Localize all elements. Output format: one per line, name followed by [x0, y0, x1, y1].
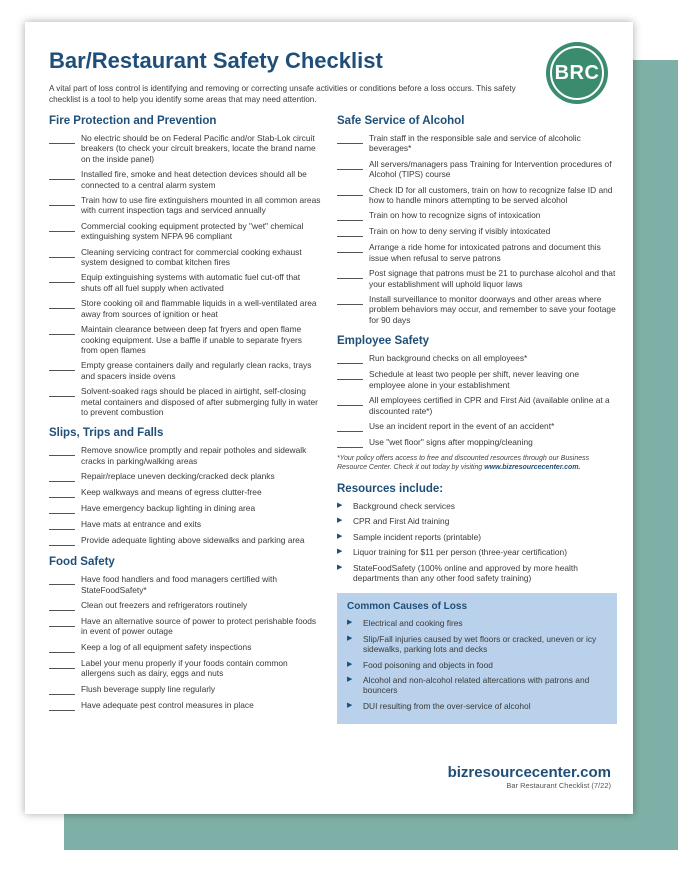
- triangle-bullet-icon: ▶: [337, 501, 343, 509]
- footnote-link[interactable]: www.bizresourcecenter.com.: [484, 464, 581, 472]
- checklist-item: [49, 616, 321, 637]
- item-text: Use "wet floor" signs after mopping/cleaning: [369, 436, 533, 447]
- check-blank[interactable]: [337, 228, 363, 237]
- causes-list: [347, 618, 607, 711]
- triangle-bullet-icon: ▶: [337, 548, 343, 556]
- check-blank[interactable]: [49, 602, 75, 611]
- bullet-item: [337, 563, 617, 584]
- checklist-item: [337, 421, 617, 432]
- item-text: CPR and First Aid training: [353, 516, 450, 527]
- checklist-item: [49, 658, 321, 679]
- check-blank[interactable]: [337, 270, 363, 279]
- item-text: Keep walkways and means of egress clutter-free: [81, 487, 262, 498]
- check-blank[interactable]: [49, 249, 75, 258]
- item-text: Post signage that patrons must be 21 to purchase alcohol and that your establishment will uphold liquor laws: [369, 268, 616, 289]
- checklist-item: [49, 574, 321, 595]
- checklist-item: [337, 437, 617, 448]
- item-text: Flush beverage supply line regularly: [81, 683, 216, 694]
- item-text: Arrange a ride home for intoxicated patrons and document this issue when refusal to serve patrons: [369, 242, 601, 263]
- check-blank[interactable]: [49, 362, 75, 371]
- check-blank[interactable]: [337, 371, 363, 380]
- triangle-bullet-icon: ▶: [337, 532, 343, 540]
- checklist-item: [49, 360, 321, 381]
- alcohol-heading: Safe Service of Alcohol: [337, 115, 465, 127]
- item-text: Use an incident report in the event of an accident*: [369, 420, 555, 431]
- check-blank[interactable]: [49, 618, 75, 627]
- bullet-item: [347, 618, 607, 628]
- check-blank[interactable]: [337, 355, 363, 364]
- check-blank[interactable]: [49, 388, 75, 397]
- triangle-bullet-icon: ▶: [347, 660, 353, 668]
- triangle-bullet-icon: ▶: [347, 701, 353, 709]
- item-text: All employees certified in CPR and First Aid (available online at a discounted rate*): [369, 395, 610, 416]
- footer-subtitle: Bar Restaurant Checklist (7/22): [506, 781, 611, 790]
- item-text: Check ID for all customers, train on how to recognize false ID and how to handle minors attempting to be served alcohol: [369, 184, 613, 206]
- checklist-item: [49, 503, 321, 514]
- checklist-item: [49, 247, 321, 268]
- item-text: Solvent-soaked rags should be placed in airtight, self-closing metal containers and disposed of after submerging fully in water to prevent combustion: [81, 386, 318, 417]
- checklist-item: [49, 700, 321, 711]
- check-blank[interactable]: [49, 537, 75, 546]
- check-blank[interactable]: [49, 505, 75, 514]
- resources-section: [337, 483, 617, 583]
- item-text: Train how to use fire extinguishers mounted in all common areas with current inspection tags and serviced annually: [81, 195, 321, 216]
- checklist-item: [49, 386, 321, 417]
- checklist-item: [337, 185, 617, 206]
- checklist-item: [49, 298, 321, 319]
- fire-heading: Fire Protection and Prevention: [49, 115, 217, 127]
- check-blank[interactable]: [49, 135, 75, 144]
- item-text: Have emergency backup lighting in dining area: [81, 503, 256, 514]
- checklist-item: [49, 133, 321, 164]
- checklist-item: [49, 445, 321, 466]
- item-text: Cleaning servicing contract for commercial cooking exhaust system designed to combat kitchen fires: [81, 246, 302, 268]
- item-text: DUI resulting from the over-service of alcohol: [363, 700, 531, 711]
- checklist-item: [49, 519, 321, 530]
- check-blank[interactable]: [337, 296, 363, 305]
- page-title: Bar/Restaurant Safety Checklist: [49, 48, 383, 73]
- slips-heading: Slips, Trips and Falls: [49, 427, 164, 440]
- item-text: Alcohol and non-alcohol related altercations with patrons and bouncers: [363, 674, 590, 696]
- left-column: [49, 115, 321, 716]
- check-blank[interactable]: [49, 702, 75, 711]
- item-text: Store cooking oil and flammable liquids in a well-ventilated area away from sources of ignition or heat: [81, 298, 317, 319]
- food-list: [49, 574, 321, 710]
- slips-list: [49, 445, 321, 546]
- employee-list: [337, 353, 617, 448]
- checklist-item: [337, 210, 617, 221]
- check-blank[interactable]: [337, 212, 363, 221]
- item-text: Food poisoning and objects in food: [363, 659, 493, 670]
- item-text: No electric should be on Federal Pacific and/or Stab-Lok circuit breakers (to check your circuit breakers, locate the brand name on the inside panel): [81, 133, 316, 164]
- check-blank[interactable]: [337, 161, 363, 170]
- bullet-item: [347, 701, 607, 711]
- employee-footnote: [337, 454, 617, 473]
- causes-heading: Common Causes of Loss: [347, 601, 468, 613]
- check-blank[interactable]: [49, 326, 75, 335]
- item-text: Sample incident reports (printable): [353, 531, 482, 542]
- checklist-item: [337, 369, 617, 390]
- triangle-bullet-icon: ▶: [347, 634, 353, 642]
- triangle-bullet-icon: ▶: [347, 619, 353, 627]
- check-blank[interactable]: [49, 473, 75, 482]
- check-blank[interactable]: [49, 171, 75, 180]
- check-blank[interactable]: [49, 223, 75, 232]
- footer-brand: [448, 764, 611, 790]
- bullet-item: [337, 532, 617, 542]
- item-text: Equip extinguishing systems with automatic fuel cut-off that shuts off all fuel supply when activated: [81, 272, 301, 293]
- footnote-text: *Your policy offers access to free and discounted resources through our Business Resource Center. Check it out today by visiting: [337, 454, 590, 472]
- slips-section: [49, 427, 321, 546]
- check-blank[interactable]: [337, 135, 363, 144]
- item-text: Install surveillance to monitor doorways and other areas where problem behaviors may occur, and remember to save your footage for 90 days: [369, 294, 616, 325]
- item-text: Keep a log of all equipment safety inspections: [81, 641, 252, 652]
- item-text: Provide adequate lighting above sidewalks and parking area: [81, 535, 305, 546]
- check-blank[interactable]: [49, 274, 75, 283]
- bullet-item: [347, 675, 607, 696]
- intro-paragraph: A vital part of loss control is identifying and removing or correcting unsafe activities or conditions before a loss occurs. This safety checklist is a tool to help you identify some areas that may need attention.: [49, 84, 516, 104]
- checklist-item: [49, 684, 321, 695]
- food-section: [49, 556, 321, 710]
- check-blank[interactable]: [49, 521, 75, 530]
- checklist-item: [337, 242, 617, 263]
- checklist-item: [337, 395, 617, 416]
- item-text: Installed fire, smoke and heat detection devices should all be connected to a central alarm system: [81, 169, 307, 190]
- bullet-item: [347, 634, 607, 655]
- resources-list: [337, 501, 617, 583]
- item-text: Empty grease containers daily and regularly clean racks, trays and spacers inside ovens: [81, 360, 312, 381]
- checklist-item: [49, 324, 321, 355]
- item-text: Train staff in the responsible sale and service of alcoholic beverages*: [369, 133, 581, 154]
- checklist-item: [49, 487, 321, 498]
- checklist-item: [337, 159, 617, 180]
- check-blank[interactable]: [49, 644, 75, 653]
- item-text: Slip/Fall injuries caused by wet floors or cracked, uneven or icy sidewalks, parking lots and decks: [363, 633, 597, 655]
- check-blank[interactable]: [337, 187, 363, 196]
- triangle-bullet-icon: ▶: [337, 517, 343, 525]
- bullet-item: [337, 547, 617, 557]
- check-blank[interactable]: [337, 397, 363, 406]
- item-text: Clean out freezers and refrigerators routinely: [81, 599, 248, 610]
- fire-section: [49, 115, 321, 417]
- footer-url[interactable]: bizresourcecenter.com: [447, 764, 611, 781]
- checklist-item: [49, 272, 321, 293]
- check-blank[interactable]: [49, 489, 75, 498]
- triangle-bullet-icon: ▶: [347, 675, 353, 683]
- check-blank[interactable]: [49, 576, 75, 585]
- checklist-item: [49, 169, 321, 190]
- logo-ring: [550, 46, 604, 100]
- check-blank[interactable]: [337, 423, 363, 432]
- item-text: Train on how to deny serving if visibly intoxicated: [369, 226, 551, 237]
- item-text: Remove snow/ice promptly and repair potholes and sidewalk cracks in parking/walking areas: [81, 445, 307, 466]
- bullet-item: [347, 660, 607, 670]
- checklist-item: [49, 642, 321, 653]
- causes-box: [337, 593, 617, 724]
- item-text: Have food handlers and food managers certified with StateFoodSafety*: [81, 574, 277, 595]
- check-blank[interactable]: [49, 447, 75, 456]
- item-text: Liquor training for $11 per person (three-year certification): [353, 547, 567, 558]
- checklist-item: [49, 221, 321, 242]
- alcohol-section: [337, 115, 617, 325]
- item-text: Electrical and cooking fires: [363, 618, 463, 629]
- check-blank[interactable]: [49, 197, 75, 206]
- checklist-item: [337, 268, 617, 289]
- check-blank[interactable]: [49, 660, 75, 669]
- bullet-item: [337, 516, 617, 526]
- checklist-page: [25, 22, 633, 814]
- item-text: StateFoodSafety (100% online and approved by more health departments than any other food safety training): [353, 562, 578, 583]
- resources-heading: Resources include:: [337, 482, 444, 495]
- item-text: Background check services: [353, 500, 455, 511]
- item-text: Maintain clearance between deep fat fryers and open flame cooking equipment. Use a baffle if unable to separate fryers from open flames: [81, 324, 302, 355]
- check-blank[interactable]: [49, 300, 75, 309]
- food-heading: Food Safety: [49, 556, 115, 569]
- alcohol-list: [337, 133, 617, 325]
- employee-section: [337, 335, 617, 473]
- logo-text: BRC: [554, 61, 600, 84]
- check-blank[interactable]: [49, 686, 75, 695]
- item-text: Have adequate pest control measures in place: [81, 699, 254, 710]
- item-text: Commercial cooking equipment protected by "wet" chemical extinguishing system NFPA 96 compliant: [81, 220, 304, 242]
- item-text: Schedule at least two people per shift, never leaving one employee alone in your establishment: [369, 369, 579, 390]
- item-text: Label your menu properly if your foods contain common allergens such as dairy, eggs and nuts: [81, 657, 288, 679]
- checklist-item: [49, 535, 321, 546]
- checklist-item: [337, 294, 617, 325]
- check-blank[interactable]: [337, 439, 363, 448]
- item-text: Have mats at entrance and exits: [81, 519, 202, 530]
- right-column: [337, 115, 617, 724]
- triangle-bullet-icon: ▶: [337, 563, 343, 571]
- employee-heading: Employee Safety: [337, 335, 430, 348]
- checklist-item: [49, 195, 321, 216]
- checklist-item: [337, 353, 617, 364]
- fire-list: [49, 133, 321, 417]
- check-blank[interactable]: [337, 244, 363, 253]
- item-text: Repair/replace uneven decking/cracked deck planks: [81, 471, 275, 482]
- checklist-item: [49, 471, 321, 482]
- checklist-item: [337, 133, 617, 154]
- item-text: Train on how to recognize signs of intoxication: [369, 210, 541, 221]
- item-text: Run background checks on all employees*: [369, 353, 528, 364]
- bullet-item: [337, 501, 617, 511]
- brc-logo: [546, 42, 608, 104]
- item-text: Have an alternative source of power to protect perishable foods in event of power outage: [81, 615, 317, 637]
- item-text: All servers/managers pass Training for Intervention procedures of Alcohol (TIPS) course: [369, 158, 612, 180]
- checklist-item: [337, 226, 617, 237]
- checklist-item: [49, 600, 321, 611]
